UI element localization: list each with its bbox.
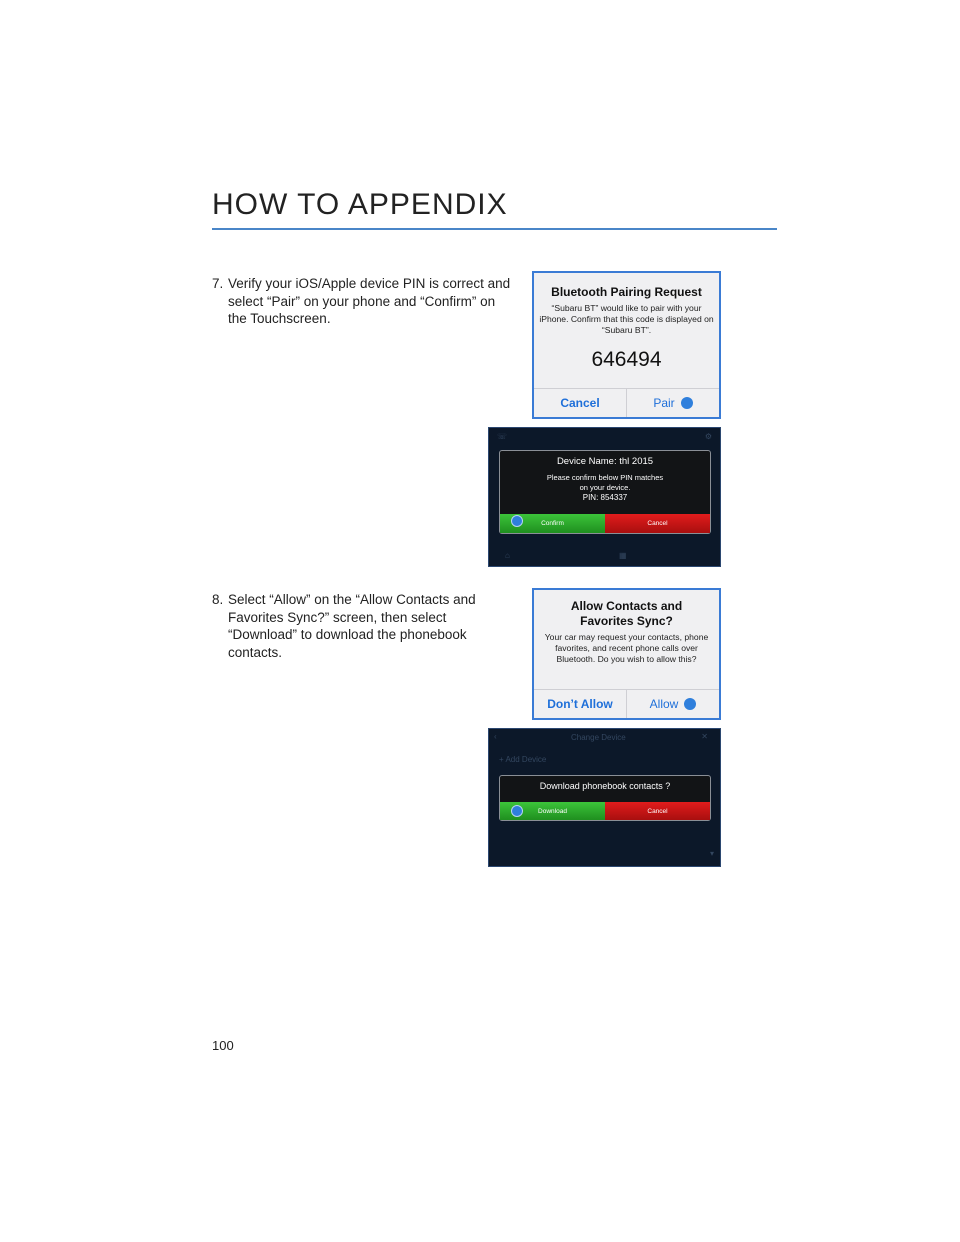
add-device-label: Add Device xyxy=(505,755,547,764)
grid-icon: ▦ xyxy=(619,551,627,560)
ios-pin-code: 646494 xyxy=(591,348,662,371)
download-buttons xyxy=(500,802,710,820)
car-download-screen xyxy=(488,728,721,867)
cancel-button[interactable]: Cancel xyxy=(560,396,600,410)
step-text: Verify your iOS/Apple device PIN is correct and select “Pair” on your phone and “Confirm” on the Touchscreen. xyxy=(228,276,511,326)
ios-dialog-message: “Subaru BT” would like to pair with your iPhone. Confirm that this code is displayed on “Subaru BT”. xyxy=(539,303,714,335)
confirm-message-line2: on your device. xyxy=(579,483,631,492)
car-pin-confirm-screen xyxy=(488,427,721,567)
step-8 xyxy=(212,591,512,661)
download-button[interactable]: Download xyxy=(500,802,605,820)
pair-label: Pair xyxy=(653,396,675,410)
device-name: Device Name: thl 2015 xyxy=(556,456,654,467)
ios-dialog-title-line2: Favorites Sync? xyxy=(580,614,673,628)
add-device-item[interactable] xyxy=(499,755,546,764)
phone-icon: ☏ xyxy=(497,432,508,441)
settings-icon: ⚙ xyxy=(704,432,712,441)
pin-confirm-dialog xyxy=(499,450,711,534)
step-number: 7. xyxy=(212,276,224,291)
tap-indicator-icon xyxy=(511,515,523,527)
confirm-message-line1: Please confirm below PIN matches xyxy=(546,473,664,482)
tap-indicator-icon xyxy=(681,397,693,409)
close-icon[interactable]: ✕ xyxy=(701,732,708,741)
allow-label: Allow xyxy=(649,697,679,711)
confirm-buttons xyxy=(500,514,710,533)
ios-dialog-buttons xyxy=(534,388,719,417)
ios-dialog-title: Bluetooth Pairing Request xyxy=(551,285,702,299)
plus-icon: + xyxy=(499,755,504,764)
allow-button[interactable] xyxy=(626,690,719,718)
pin-display: PIN: 854337 xyxy=(582,493,628,502)
screen-header: Change Device xyxy=(571,733,626,742)
download-dialog xyxy=(499,775,711,821)
tap-indicator-icon xyxy=(684,698,696,710)
tap-indicator-icon xyxy=(511,805,523,817)
title-divider xyxy=(212,228,777,230)
ios-pairing-dialog xyxy=(532,271,721,419)
dont-allow-button[interactable]: Don’t Allow xyxy=(547,697,613,711)
page-number: 100 xyxy=(212,1038,234,1053)
confirm-button[interactable]: Confirm xyxy=(500,514,605,533)
page-title: HOW TO APPENDIX xyxy=(212,188,508,221)
step-number: 8. xyxy=(212,592,224,607)
download-message: Download phonebook contacts ? xyxy=(539,781,671,791)
pair-button[interactable] xyxy=(626,389,719,417)
ios-allow-contacts-dialog xyxy=(532,588,721,720)
cancel-button[interactable]: Cancel xyxy=(605,514,710,533)
ios-dialog-buttons xyxy=(534,689,719,718)
ios-dialog-message: Your car may request your contacts, phone favorites, and recent phone calls over Bluetooth. Do you wish to allow this? xyxy=(544,632,709,664)
ios-dialog-title-line1: Allow Contacts and xyxy=(570,599,683,613)
scroll-down-icon[interactable]: ▾ xyxy=(709,849,714,858)
step-7 xyxy=(212,275,512,328)
step-text: Select “Allow” on the “Allow Contacts and Favorites Sync?” screen, then select “Download” to download the phonebook contacts. xyxy=(228,592,476,660)
cancel-button[interactable]: Cancel xyxy=(605,802,710,820)
back-arrow-icon[interactable]: ‹ xyxy=(494,732,497,741)
home-icon: ⌂ xyxy=(505,551,510,560)
